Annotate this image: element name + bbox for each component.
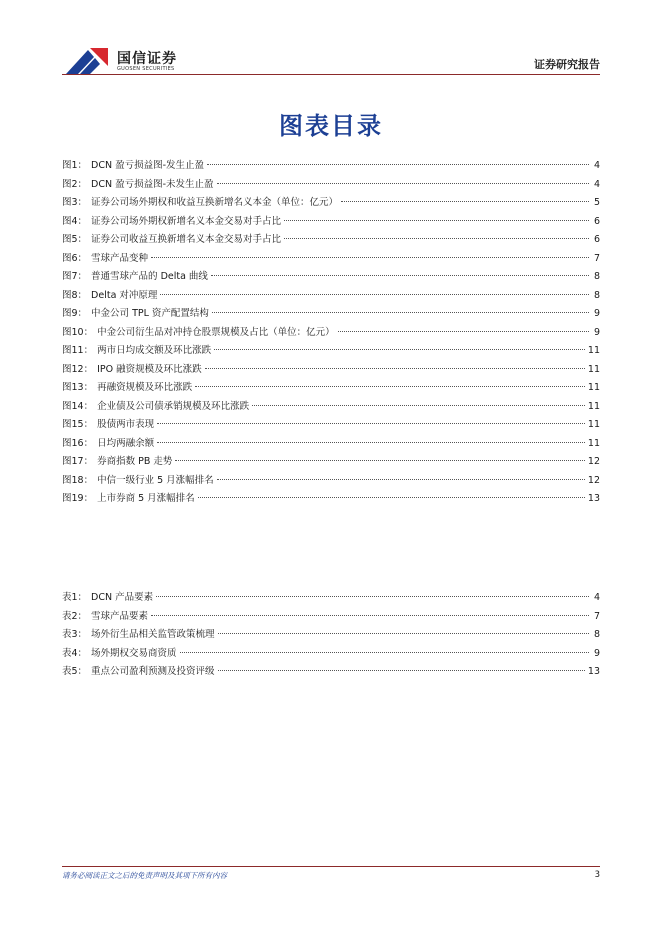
toc-entry-title: 场外期权交易商资质: [91, 647, 177, 659]
toc-leader-dots: [157, 423, 585, 424]
toc-leader-dots: [217, 479, 585, 480]
toc-leader-dots: [205, 368, 585, 369]
toc-entry-page: 11: [587, 363, 600, 375]
toc-entry[interactable]: [62, 287, 600, 306]
footer-divider: [62, 866, 600, 867]
toc-entry-title: 雪球产品变种: [91, 252, 149, 264]
toc-entry-title: 中金公司衍生品对冲持仓股票规模及占比（单位：亿元）: [97, 326, 335, 338]
toc-leader-dots: [198, 497, 585, 498]
toc-entry-page: 8: [593, 271, 600, 282]
toc-entry-label: 图8：: [62, 289, 88, 301]
toc-entry-page: 8: [593, 289, 600, 301]
toc-leader-dots: [218, 633, 589, 634]
toc-entry-label: 图16：: [62, 437, 94, 449]
toc-entry-title: 企业债及公司债承销规模及环比涨跌: [97, 400, 250, 412]
table-list: [62, 589, 600, 682]
toc-entry[interactable]: [62, 250, 600, 269]
toc-leader-dots: [151, 257, 589, 258]
toc-entry-label: 图3：: [62, 197, 88, 208]
toc-entry-label: 图14：: [62, 400, 94, 412]
toc-entry[interactable]: [62, 645, 600, 664]
toc-entry[interactable]: [62, 379, 600, 398]
toc-entry-title: 重点公司盈利预测及投资评级: [91, 666, 215, 677]
toc-entry-label: 图10：: [62, 326, 94, 338]
toc-leader-dots: [195, 386, 585, 387]
toc-entry[interactable]: [62, 398, 600, 417]
toc-leader-dots: [214, 349, 585, 350]
toc-leader-dots: [207, 164, 589, 165]
toc-entry-page: 6: [593, 215, 600, 227]
toc-leader-dots: [180, 652, 589, 653]
toc-entry-title: 日均两融余额: [97, 437, 155, 449]
toc-entry-title: 再融资规模及环比涨跌: [97, 382, 193, 393]
toc-entry-label: 表4：: [62, 647, 88, 659]
toc-entry[interactable]: [62, 589, 600, 608]
toc-entry-title: 场外衍生品相关监管政策梳理: [91, 629, 215, 640]
toc-entry-title: DCN 盈亏损益图-发生止盈: [91, 160, 205, 171]
toc-entry-label: 图5：: [62, 234, 88, 245]
toc-entry-title: 上市券商 5 月涨幅排名: [97, 493, 195, 504]
toc-entry[interactable]: [62, 626, 600, 645]
toc-leader-dots: [217, 183, 589, 184]
toc-leader-dots: [341, 201, 589, 202]
toc-entry-label: 表2：: [62, 610, 88, 622]
toc-entry-title: 雪球产品要素: [91, 610, 149, 622]
toc-entry-page: 11: [587, 400, 600, 412]
toc-entry-title: DCN 产品要素: [91, 592, 154, 603]
toc-entry-label: 图2：: [62, 178, 88, 190]
toc-entry-title: IPO 融资规模及环比涨跌: [97, 363, 202, 375]
toc-entry-page: 12: [587, 456, 600, 467]
toc-leader-dots: [338, 331, 589, 332]
toc-entry[interactable]: [62, 490, 600, 509]
toc-leader-dots: [156, 596, 589, 597]
toc-entry[interactable]: [62, 416, 600, 435]
toc-entry[interactable]: [62, 435, 600, 454]
page-header: [0, 0, 662, 80]
toc-entry-page: 11: [587, 437, 600, 449]
toc-entry-label: 图1：: [62, 160, 88, 171]
page-number: 3: [594, 870, 600, 880]
toc-entry-page: 6: [593, 234, 600, 245]
toc-entry-page: 13: [587, 666, 600, 677]
toc-entry-page: 8: [593, 629, 600, 640]
logo-text-en: GUOSEN SECURITIES: [117, 66, 175, 72]
toc-entry-page: 9: [593, 308, 600, 319]
toc-entry-page: 11: [587, 382, 600, 393]
toc-entry-page: 4: [593, 178, 600, 190]
page-title: 图表目录: [279, 112, 383, 140]
toc-entry[interactable]: [62, 342, 600, 361]
toc-entry-title: 股债两市表现: [97, 419, 155, 430]
toc-entry-page: 7: [593, 610, 600, 622]
toc-entry-page: 13: [587, 493, 600, 504]
toc-entry-page: 11: [587, 419, 600, 430]
toc-entry-label: 图19：: [62, 493, 94, 504]
toc-entry[interactable]: [62, 663, 600, 682]
toc-leader-dots: [175, 460, 585, 461]
toc-entry-label: 图7：: [62, 271, 88, 282]
toc-leader-dots: [218, 670, 585, 671]
toc-entry[interactable]: [62, 608, 600, 627]
toc-leader-dots: [284, 220, 589, 221]
toc-entry-label: 图12：: [62, 363, 94, 375]
toc-entry-label: 图9：: [62, 308, 88, 319]
toc-entry-label: 表5：: [62, 666, 88, 677]
toc-entry-page: 7: [593, 252, 600, 264]
toc-entry-page: 12: [587, 474, 600, 486]
toc-entry-title: 中信一级行业 5 月涨幅排名: [97, 474, 214, 486]
guosen-logo: [64, 44, 184, 78]
toc-entry-label: 图4：: [62, 215, 88, 227]
toc-entry-page: 4: [593, 160, 600, 171]
toc-entry-label: 表3：: [62, 629, 88, 640]
toc-entry-title: Delta 对冲原理: [91, 289, 158, 301]
toc-entry-label: 图13：: [62, 382, 94, 393]
toc-leader-dots: [212, 312, 589, 313]
toc-leader-dots: [151, 615, 589, 616]
toc-entry-title: 证券公司场外期权和收益互换新增名义本金（单位：亿元）: [91, 197, 339, 208]
toc-entry-title: DCN 盈亏损益图-未发生止盈: [91, 178, 214, 190]
disclaimer-note: 请务必阅读正文之后的免责声明及其项下所有内容: [62, 871, 227, 880]
toc-entry[interactable]: [62, 305, 600, 324]
toc-entry-title: 普通雪球产品的 Delta 曲线: [91, 271, 208, 282]
toc-leader-dots: [252, 405, 585, 406]
report-type: 证券研究报告: [534, 58, 600, 71]
toc-entry[interactable]: [62, 157, 600, 176]
toc-entry[interactable]: [62, 472, 600, 491]
guosen-logo-icon: [64, 44, 112, 78]
logo-text-cn: 国信证券: [117, 51, 177, 67]
toc-entry-page: 4: [593, 592, 600, 603]
toc-entry-title: 两市日均成交额及环比涨跌: [97, 345, 212, 356]
toc-entry-title: 中金公司 TPL 资产配置结构: [91, 308, 209, 319]
figure-list: [62, 157, 600, 509]
toc-entry[interactable]: [62, 268, 600, 287]
toc-entry-label: 图17：: [62, 456, 94, 467]
toc-entry-page: 11: [587, 345, 600, 356]
toc-entry[interactable]: [62, 324, 600, 343]
toc-entry-title: 证券公司场外期权新增名义本金交易对手占比: [91, 215, 282, 227]
header-divider: [62, 74, 600, 75]
toc-entry[interactable]: [62, 176, 600, 195]
toc-leader-dots: [160, 294, 589, 295]
toc-entry[interactable]: [62, 213, 600, 232]
toc-entry[interactable]: [62, 231, 600, 250]
toc-leader-dots: [284, 238, 589, 239]
toc-entry-page: 5: [593, 197, 600, 208]
toc-entry[interactable]: [62, 361, 600, 380]
toc-entry-label: 图18：: [62, 474, 94, 486]
toc-leader-dots: [211, 275, 589, 276]
toc-entry[interactable]: [62, 194, 600, 213]
toc-entry-label: 图11：: [62, 345, 94, 356]
toc-entry-page: 9: [593, 647, 600, 659]
toc-entry-label: 表1：: [62, 592, 88, 603]
toc-entry-title: 证券公司收益互换新增名义本金交易对手占比: [91, 234, 282, 245]
toc-leader-dots: [157, 442, 585, 443]
toc-entry[interactable]: [62, 453, 600, 472]
toc-entry-label: 图6：: [62, 252, 88, 264]
toc-entry-label: 图15：: [62, 419, 94, 430]
toc-entry-title: 券商指数 PB 走势: [97, 456, 173, 467]
toc-entry-page: 9: [593, 326, 600, 338]
